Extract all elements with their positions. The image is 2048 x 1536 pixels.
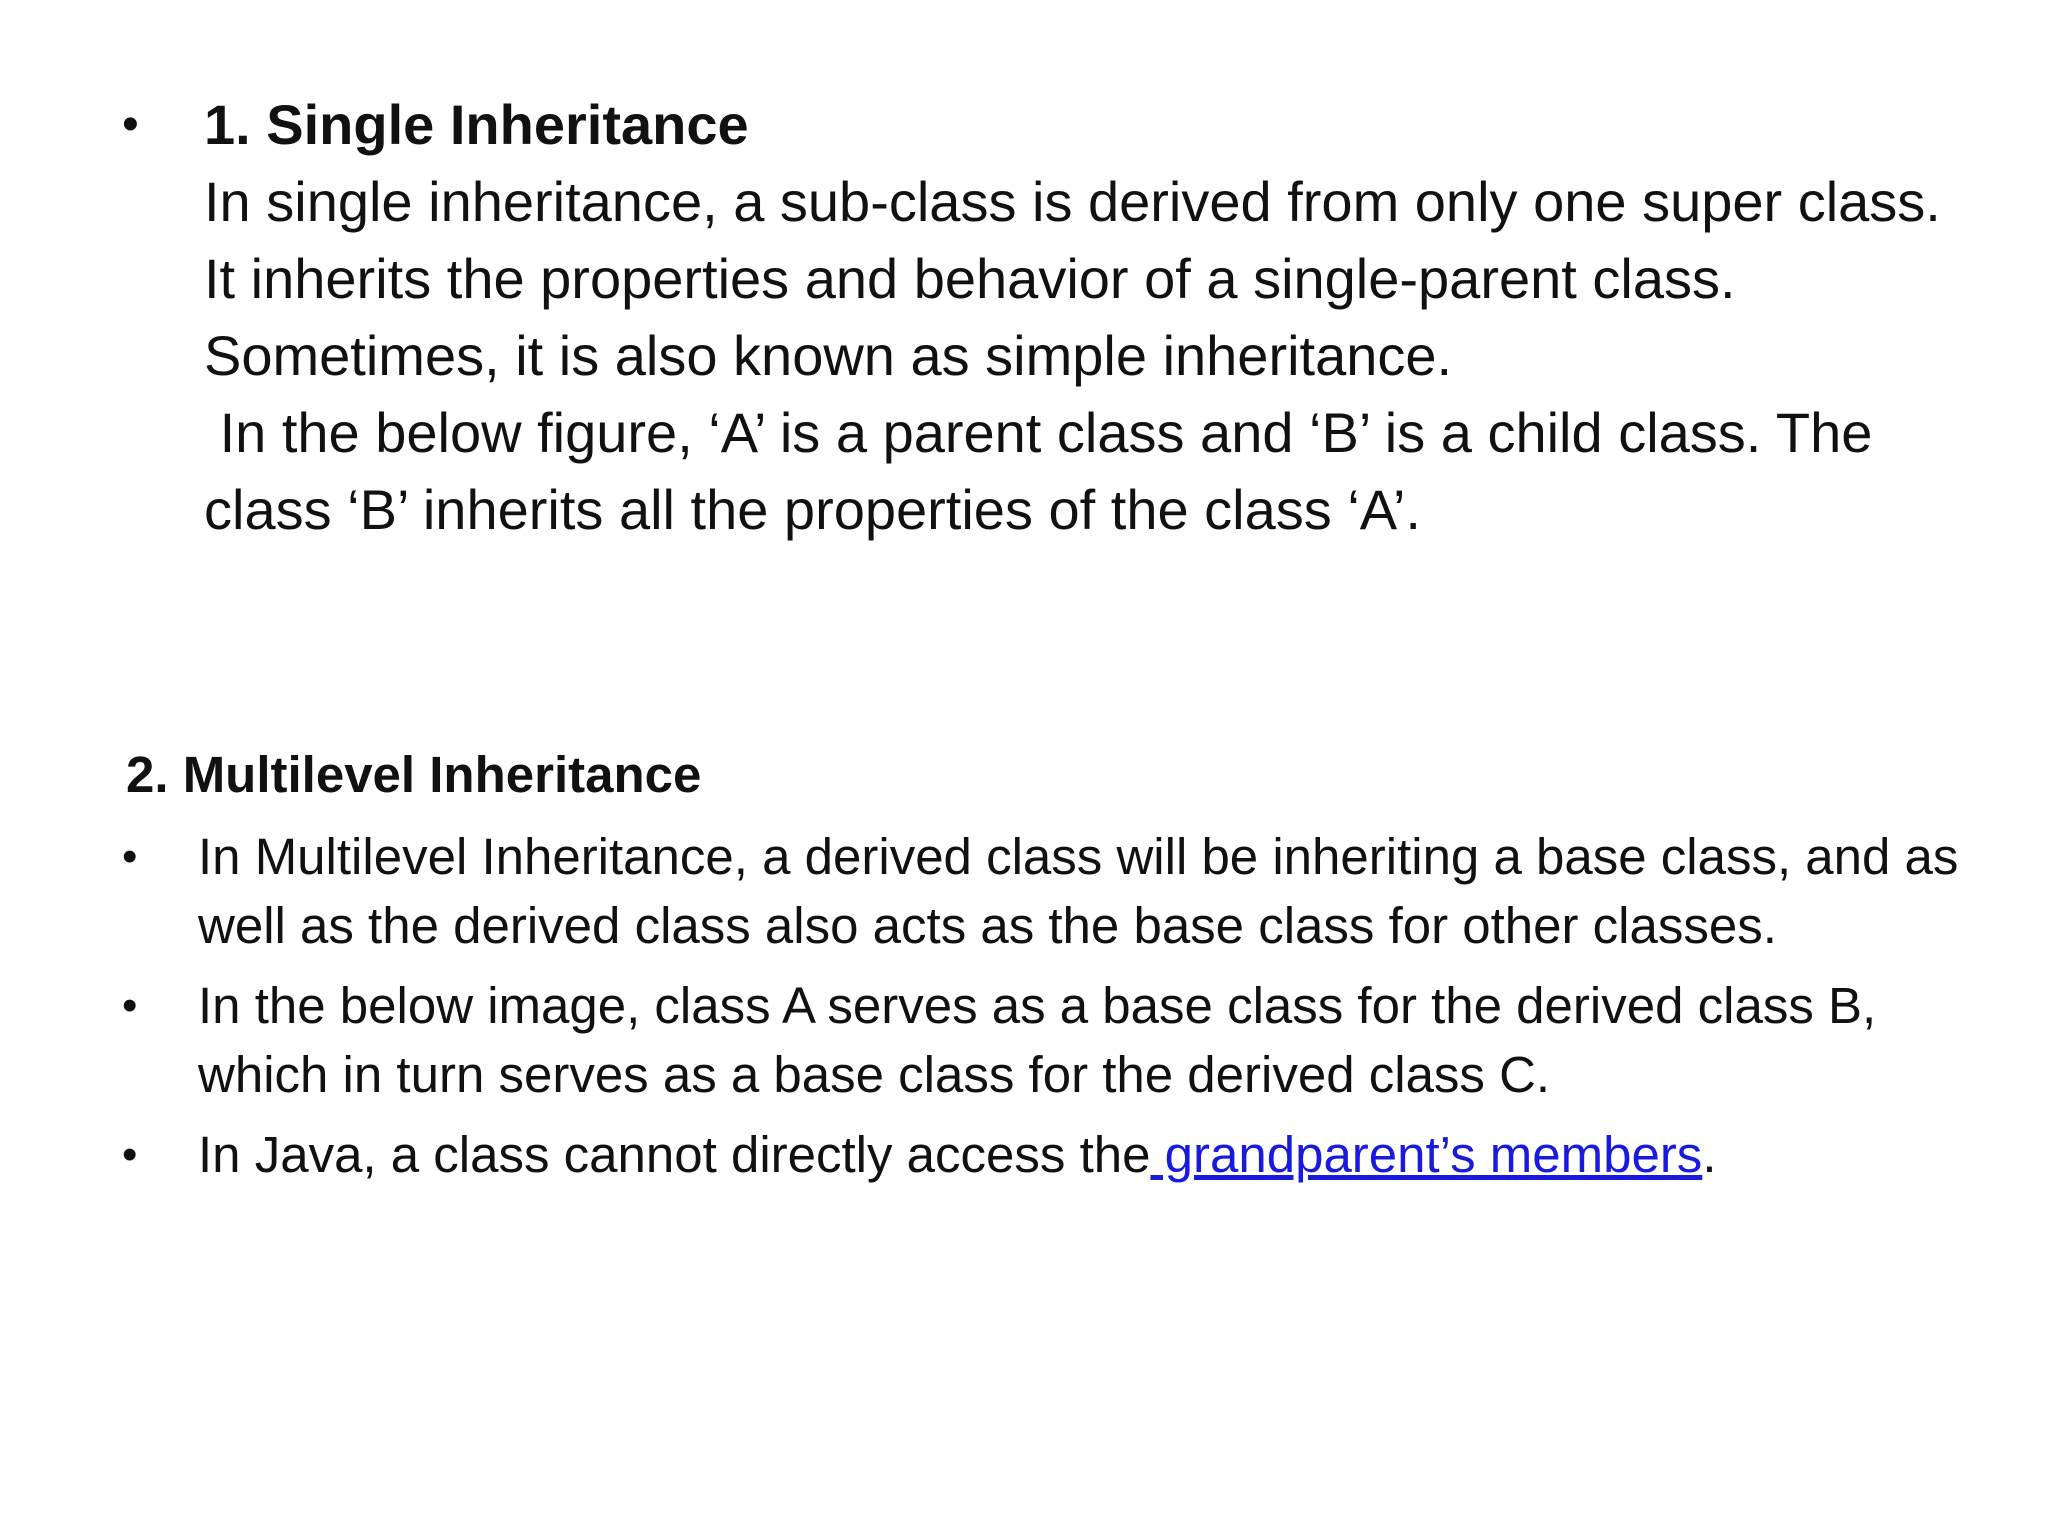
single-inheritance-content xyxy=(204,86,1962,548)
bullet-icon: • xyxy=(122,98,139,151)
bullet-icon: • xyxy=(122,1130,138,1179)
single-inheritance-heading: 1. Single Inheritance xyxy=(204,93,749,156)
list-item xyxy=(122,1120,1972,1189)
bullet-icon: • xyxy=(122,981,138,1030)
single-inheritance-definition: In single inheritance, a sub-class is derived from only one super class. xyxy=(204,170,1941,233)
multilevel-inheritance-list xyxy=(122,822,1972,1200)
list-item-text: In Multilevel Inheritance, a derived class will be inheriting a base class, and as well as the derived class also acts as the base class for other classes. xyxy=(198,828,1959,954)
list-item-text-end: . xyxy=(1702,1126,1717,1183)
list-item xyxy=(122,822,1972,960)
multilevel-inheritance-heading: 2. Multilevel Inheritance xyxy=(126,746,702,803)
single-inheritance-description: It inherits the properties and behavior of a single-parent class. xyxy=(204,247,1736,310)
list-item-text: In the below image, class A serves as a base class for the derived class B, which in turn serves as a base class for the derived class C. xyxy=(198,977,1877,1103)
list-item-text: In Java, a class cannot directly access the xyxy=(198,1126,1151,1183)
bullet-icon: • xyxy=(122,832,138,881)
single-inheritance-figure-note: In the below figure, ‘A’ is a parent class and ‘B’ is a child class. The class ‘B’ inherits all the properties of the class ‘A’. xyxy=(204,401,1888,541)
single-inheritance-alias: Sometimes, it is also known as simple inheritance. xyxy=(204,324,1453,387)
single-inheritance-section xyxy=(122,86,1962,548)
list-item xyxy=(122,971,1972,1109)
grandparent-members-link[interactable]: grandparent’s members xyxy=(1150,1126,1703,1183)
